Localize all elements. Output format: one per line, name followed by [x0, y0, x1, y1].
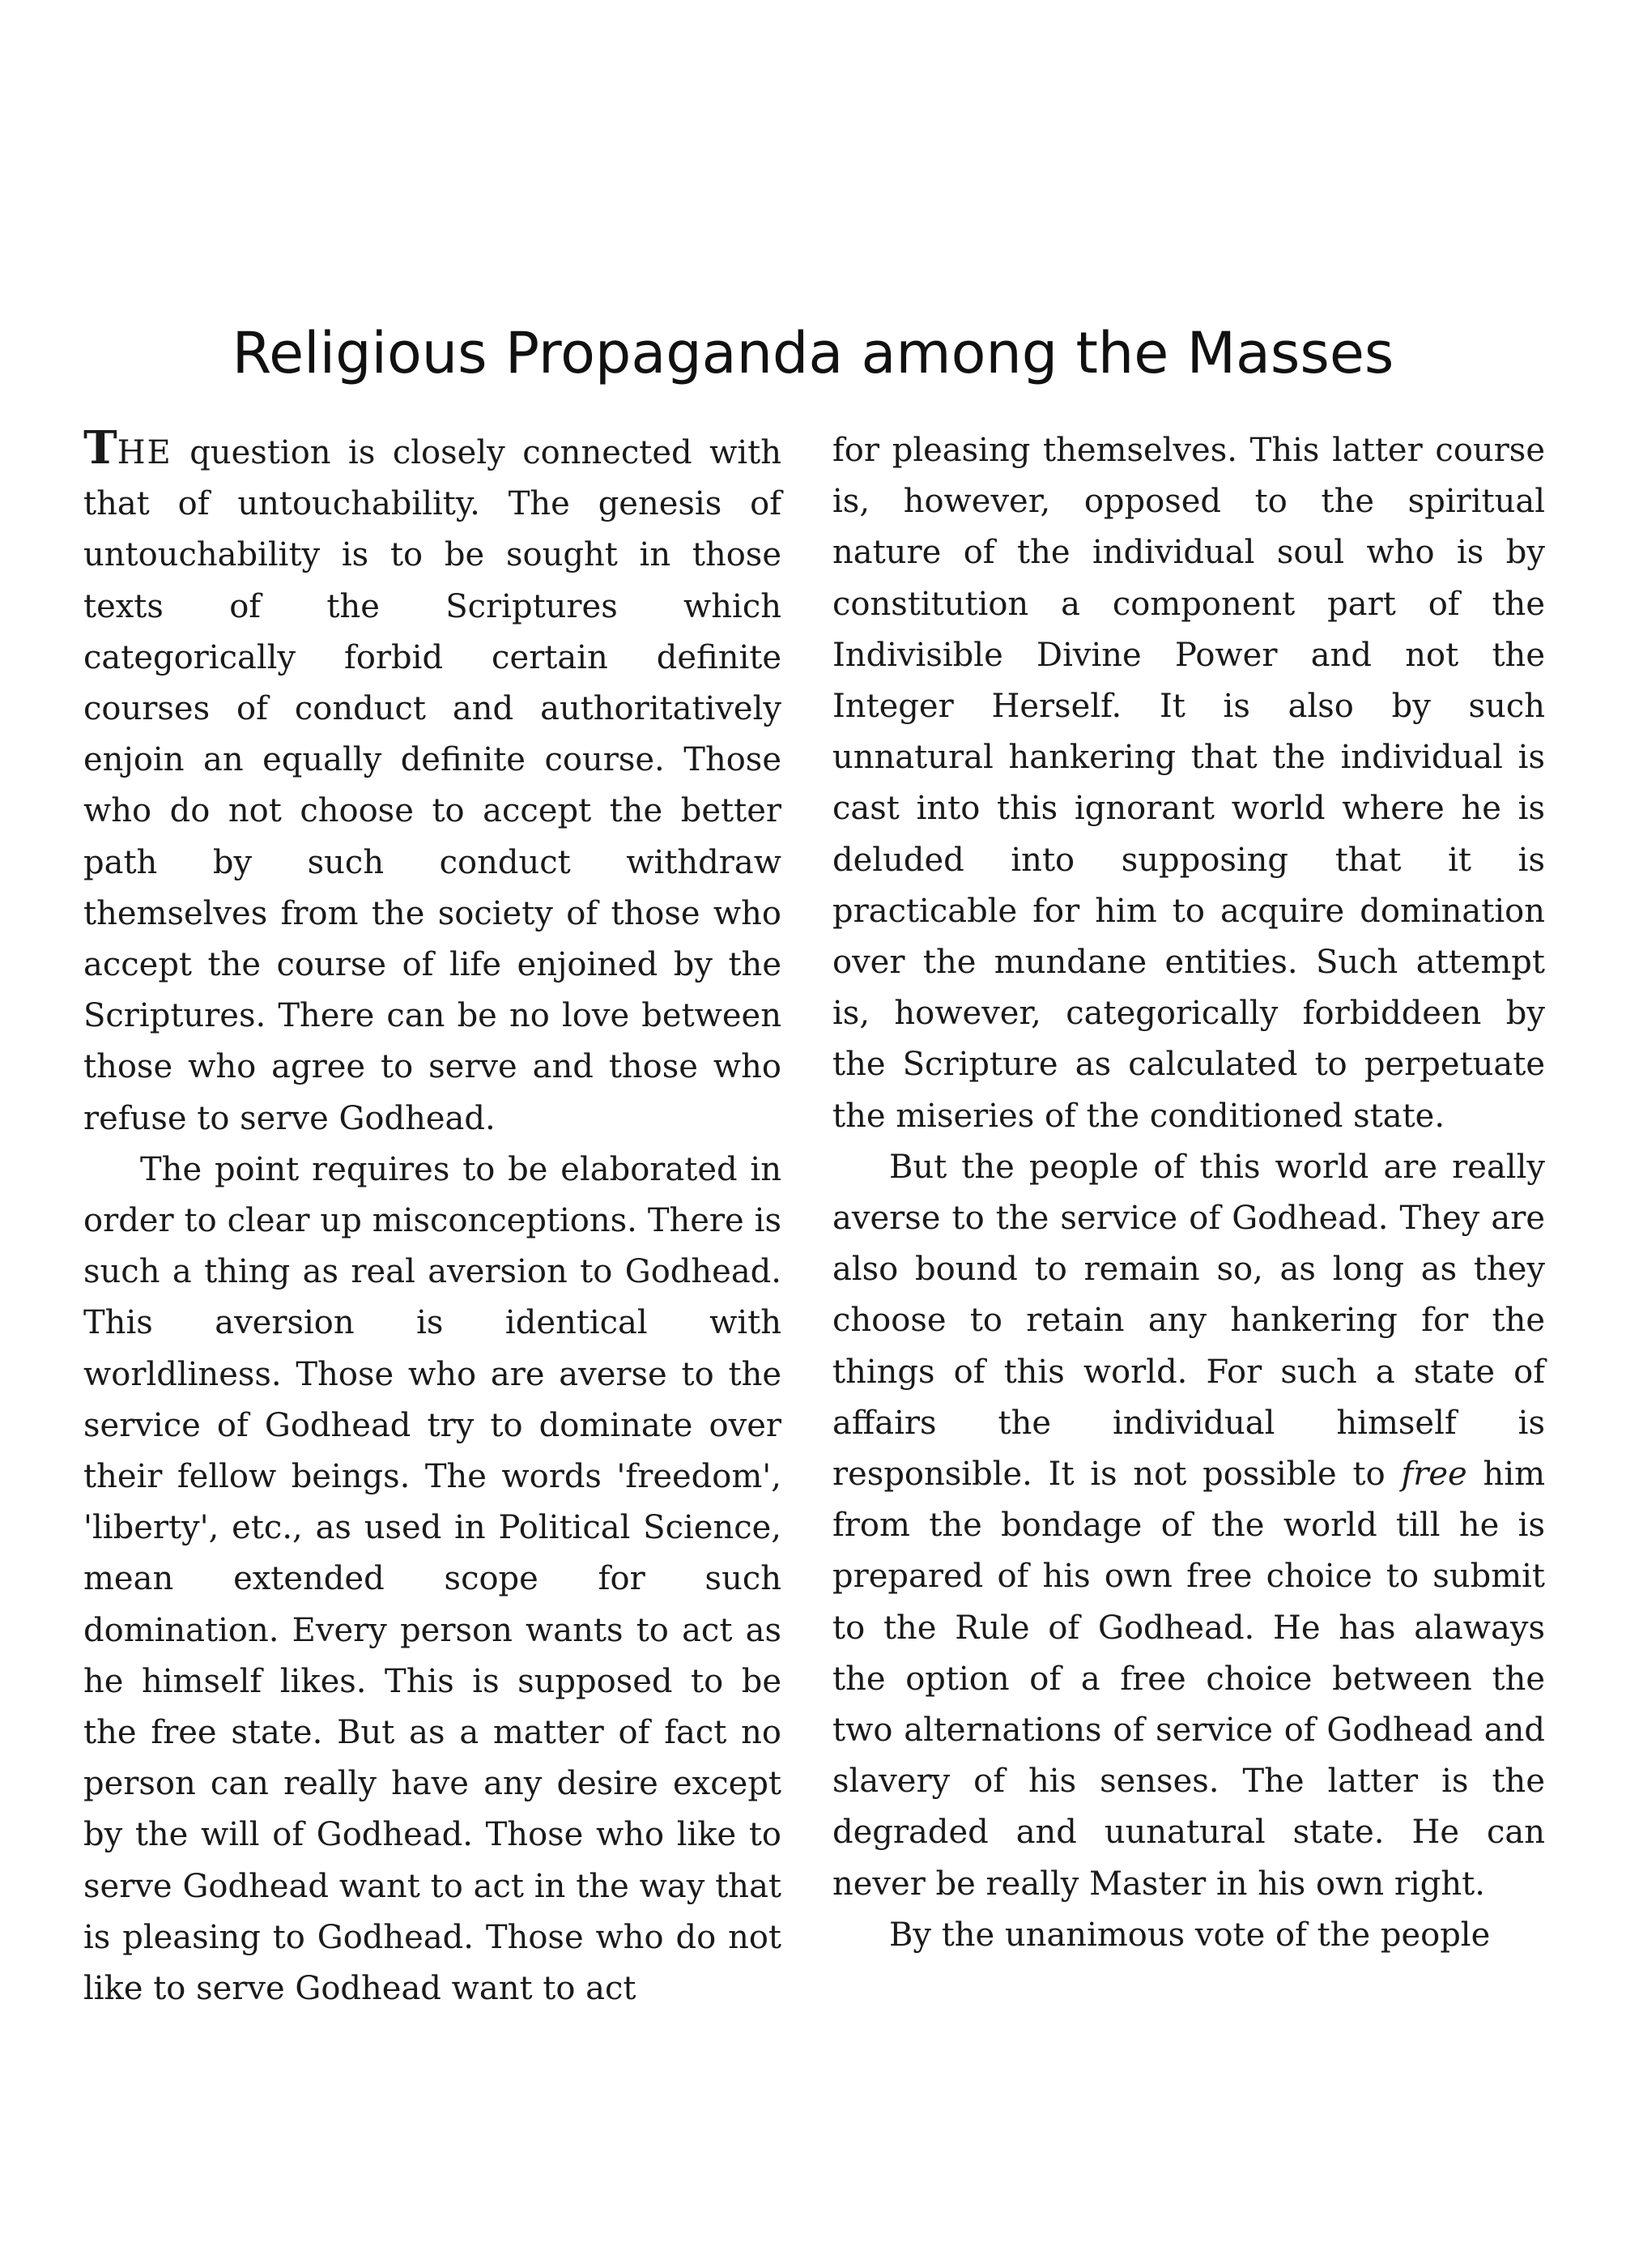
article-title: Religious Propaganda among the Masses	[232, 320, 1394, 386]
drop-cap: T	[83, 421, 117, 475]
right-paragraph-2-part-a: But the people of this world are really averse to the service of Godhead. They are also bound to remain so, as long as they choose to retain any hankering for the things of this world. For such a state of affairs the individual himself is responsible. It is not possible to	[832, 1148, 1545, 1494]
right-paragraph-2	[832, 1142, 1545, 1910]
right-paragraph-3: By the unanimous vote of the people	[889, 1916, 1491, 1954]
left-paragraph-1-text: question is closely connected with that of untouchability. The genesis of untouchability is to be sought in those texts of the Scriptures which categorically forbid certain definite courses of conduct and authoritatively enjoin an equally definite course. Those who do not choose to accept the better path by such conduct withdraw themselves from the society of those who accept the course of life enjoined by the Scriptures. There can be no love between those who agree to serve and those who refuse to serve Godhead.	[83, 434, 781, 1137]
right-paragraph-1: for pleasing themselves. This latter course is, however, opposed to the spiritual nature of the individual soul who is by constitution a component part of the Indivisible Divine Power and not the Integer Herself. It is also by such unnatural hankering that the individual is cast into this ignorant world where he is deluded into supposing that it is practicable for him to acquire domination over the mundane entities. Such attempt is, however, categorically forbiddeen by the Scripture as calculated to perpetuate the miseries of the conditioned state.	[832, 432, 1545, 1135]
left-paragraph-2: The point requires to be elaborated in order to clear up misconceptions. There is such a thing as real aversion to Godhead. This aversion is identical with worldliness. Those who are averse to the service of Godhead try to dominate over their fellow beings. The words 'freedom', 'liberty', etc., as used in Political Science, mean extended scope for such domination. Every person wants to act as he himself likes. This is supposed to be the free state. But as a matter of fact no person can really have any desire except by the will of Godhead. Those who like to serve Godhead want to act in the way that is pleasing to Godhead. Those who do not like to serve Godhead want to act	[83, 1150, 781, 2008]
emphasized-word: free	[1401, 1456, 1467, 1494]
opening-word: HE	[117, 434, 172, 471]
left-paragraph-1	[83, 421, 781, 1145]
left-column	[83, 421, 781, 2014]
right-paragraph-2-part-b: him from the bondage of the world till he is prepared of his own free choice to submit to the Rule of Godhead. He has alaways the option of a free choice between the two alternations of service of Godhead and slavery of his senses. The latter is the degraded and uunatural state. He can never be really Master in his own right.	[832, 1456, 1546, 1903]
right-column	[832, 425, 1545, 1961]
